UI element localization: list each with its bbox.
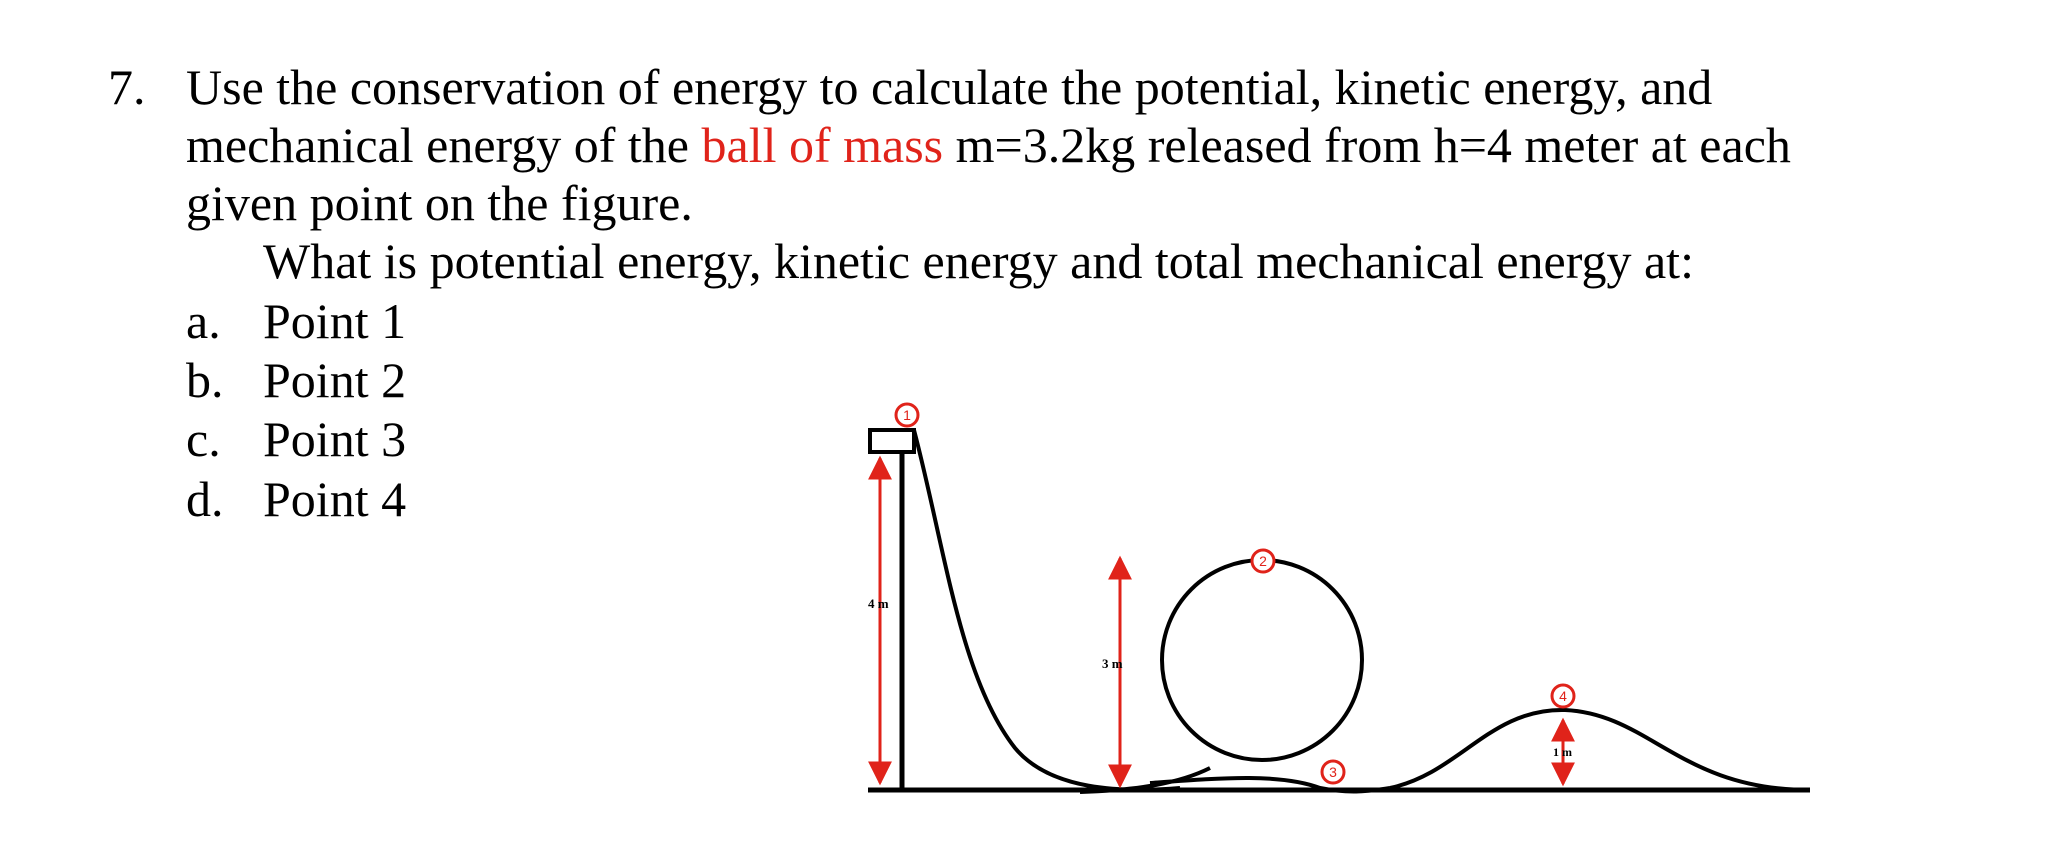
track-loop xyxy=(1162,560,1362,760)
question-number: 7. xyxy=(108,59,146,115)
track-drop xyxy=(914,430,1180,790)
height-label-1m: 1 m xyxy=(1553,745,1572,759)
option-a-text: Point 1 xyxy=(263,293,407,349)
height-label-4m: 4 m xyxy=(868,596,889,611)
height-label-3m: 3 m xyxy=(1102,656,1123,671)
question-line-3: given point on the figure. xyxy=(186,175,693,231)
option-c-text: Point 3 xyxy=(263,411,407,467)
option-b-text: Point 2 xyxy=(263,352,407,408)
question-line-2 xyxy=(186,116,1791,174)
question-prompt: What is potential energy, kinetic energy and total mechanical energy at: xyxy=(263,233,1694,289)
point-2-marker xyxy=(1252,550,1274,572)
track-hill xyxy=(1390,710,1810,790)
option-b-letter: b. xyxy=(186,352,224,408)
point-2-label: 2 xyxy=(1259,553,1267,569)
question-line-2-start: mechanical energy of the xyxy=(186,117,702,173)
ball-of-mass-highlight: ball of mass xyxy=(701,117,944,173)
point-4-marker xyxy=(1552,685,1574,707)
platform-top xyxy=(870,430,914,452)
point-1-marker xyxy=(896,404,918,426)
roller-coaster-figure xyxy=(850,398,1820,818)
point-3-label: 3 xyxy=(1329,764,1337,780)
point-3-marker xyxy=(1322,761,1344,783)
option-a-letter: a. xyxy=(186,293,221,349)
point-1-label: 1 xyxy=(903,407,911,423)
question-line-1: Use the conservation of energy to calculate the potential, kinetic energy, and xyxy=(186,59,1713,115)
option-d-letter: d. xyxy=(186,471,224,527)
option-d-text: Point 4 xyxy=(263,471,407,527)
point-4-label: 4 xyxy=(1559,688,1567,704)
question-line-2-end: m=3.2kg released from h=4 meter at each xyxy=(943,117,1791,173)
option-c-letter: c. xyxy=(186,411,221,467)
